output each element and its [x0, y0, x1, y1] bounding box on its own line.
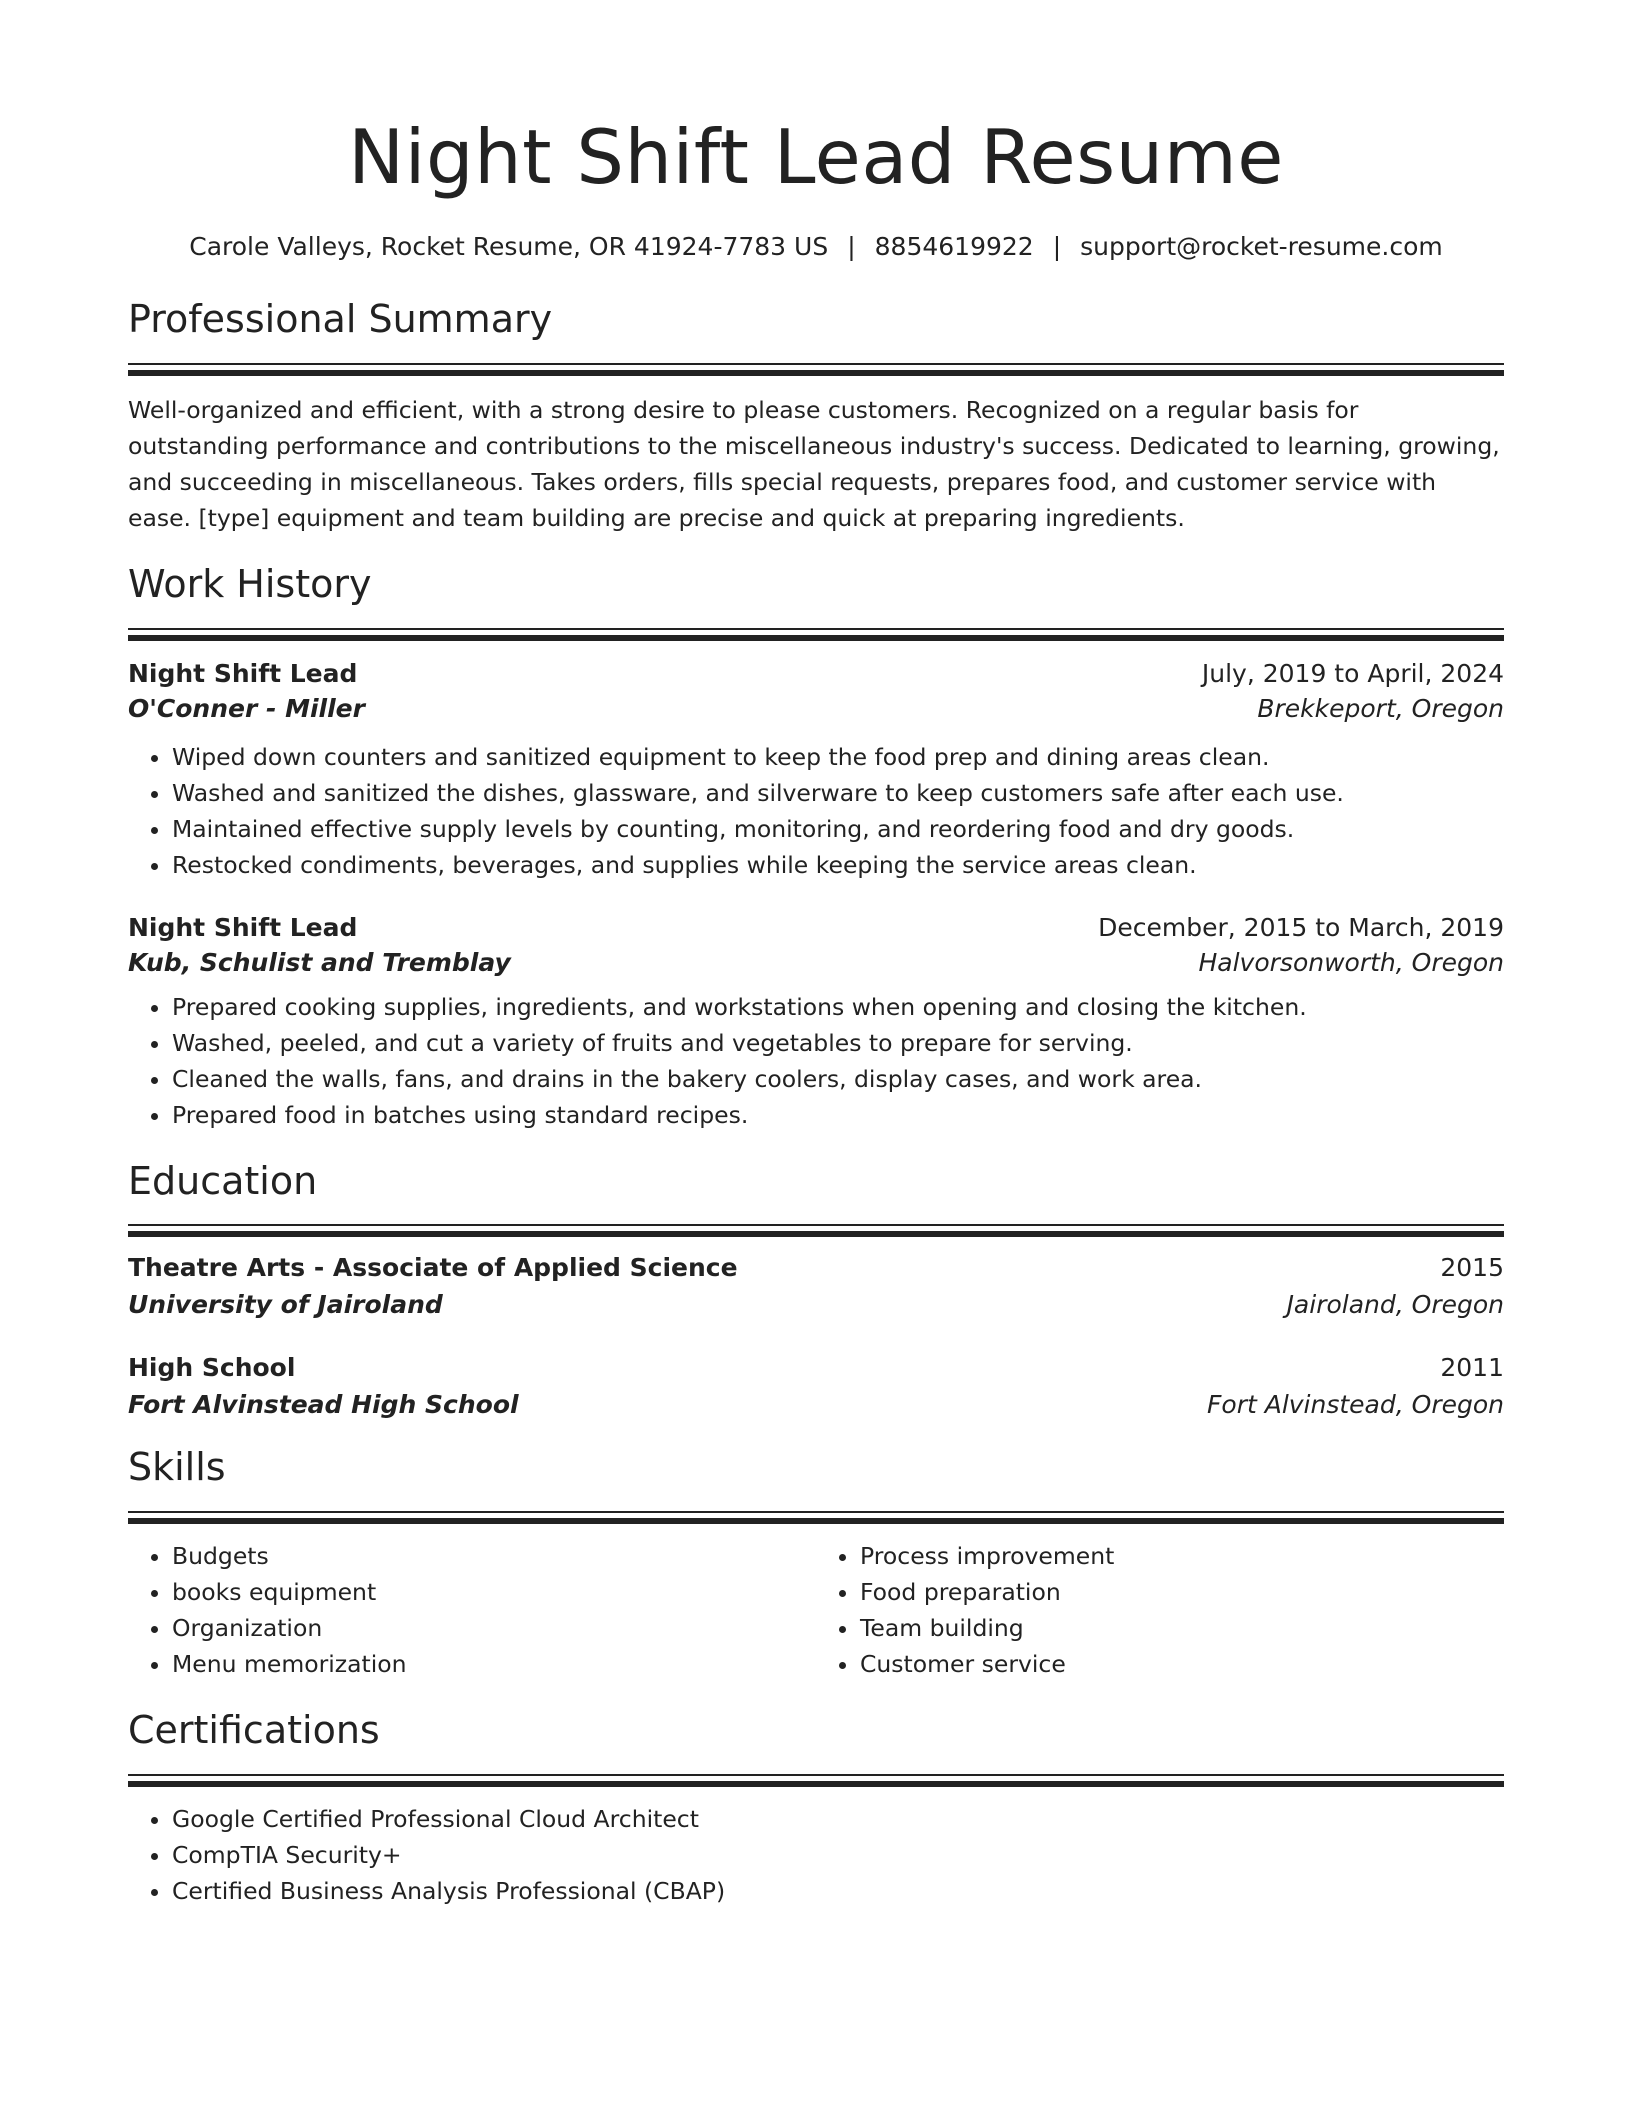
education-school-row [128, 1290, 1504, 1319]
contact-address: Carole Valleys, Rocket Resume, OR 41924-7783 US [189, 232, 829, 261]
section-divider [128, 363, 1504, 376]
job-header-row [128, 659, 1504, 688]
list-item: • Process improvement [860, 1538, 1504, 1574]
job-entry [128, 659, 1504, 883]
job-duties-list [128, 989, 1504, 1133]
education-header-row [128, 1253, 1504, 1282]
list-item: • Cleaned the walls, fans, and drains in the bakery coolers, display cases, and work area. [172, 1061, 1504, 1097]
contact-separator: | [1052, 232, 1062, 261]
list-item: • Washed and sanitized the dishes, glassware, and silverware to keep customers safe after each use. [172, 775, 1504, 811]
section-divider [128, 1774, 1504, 1787]
contact-line [128, 232, 1504, 261]
certifications-section [128, 1710, 1504, 1909]
job-entry [128, 913, 1504, 1133]
resume-title: Night Shift Lead Resume [348, 113, 1284, 201]
contact-email: support@rocket-resume.com [1080, 232, 1443, 261]
skills-grid [128, 1538, 1504, 1682]
education-degree: High School [128, 1353, 296, 1383]
job-company-row [128, 694, 1504, 723]
list-item: • books equipment [172, 1574, 816, 1610]
education-school-row [128, 1390, 1504, 1419]
list-item: • Google Certified Professional Cloud Architect [172, 1801, 1504, 1837]
job-title: Night Shift Lead [128, 658, 358, 688]
job-duties-list [128, 739, 1504, 883]
education-school: Fort Alvinstead High School [128, 1390, 519, 1420]
job-company: O'Conner - Miller [128, 693, 365, 723]
summary-text: Well-organized and efficient, with a strong desire to please customers. Recognized on a regular basis for outstanding performance and contributions to the miscellaneous industry's success. Dedicated to learning, growing, and succeeding in miscellaneous. Takes orders, fills special requests, prepares food, and customer service with ease. [type] equipment and team building are precise and quick at preparing ingredients. [128, 395, 1500, 532]
education-location: Fort Alvinstead, Oregon [1207, 1390, 1504, 1420]
list-item: • Organization [172, 1610, 816, 1646]
skills-list-right [816, 1538, 1504, 1682]
section-divider [128, 628, 1504, 641]
contact-phone: 8854619922 [874, 232, 1034, 261]
list-item: • Prepared food in batches using standard recipes. [172, 1097, 1504, 1133]
list-item: • Washed, peeled, and cut a variety of fruits and vegetables to prepare for serving. [172, 1025, 1504, 1061]
job-location: Brekkeport, Oregon [1257, 693, 1504, 723]
list-item: • Customer service [860, 1646, 1504, 1682]
job-dates: December, 2015 to March, 2019 [1098, 912, 1504, 942]
job-location: Halvorsonworth, Oregon [1198, 947, 1504, 977]
education-entry [128, 1353, 1504, 1419]
work-history-section [128, 561, 1504, 1133]
section-heading-work: Work History [128, 561, 372, 606]
section-heading-certifications: Certifications [128, 1708, 380, 1753]
list-item: • Budgets [172, 1538, 816, 1574]
section-heading-skills: Skills [128, 1445, 226, 1490]
education-school: University of Jairoland [128, 1290, 443, 1320]
list-item: • CompTIA Security+ [172, 1837, 1504, 1873]
skills-list-left [128, 1538, 816, 1682]
skills-section [128, 1447, 1504, 1682]
summary-section [128, 299, 1504, 536]
list-item: • Menu memorization [172, 1646, 816, 1682]
certifications-list [128, 1801, 1504, 1909]
list-item: • Restocked condiments, beverages, and supplies while keeping the service areas clean. [172, 847, 1504, 883]
job-title: Night Shift Lead [128, 912, 358, 942]
education-degree: Theatre Arts - Associate of Applied Science [128, 1253, 738, 1283]
list-item: • Team building [860, 1610, 1504, 1646]
section-divider [128, 1224, 1504, 1237]
education-year: 2011 [1440, 1353, 1504, 1383]
education-header-row [128, 1353, 1504, 1382]
job-company-row [128, 948, 1504, 977]
list-item: • Prepared cooking supplies, ingredients, and workstations when opening and closing the kitchen. [172, 989, 1504, 1025]
education-year: 2015 [1440, 1253, 1504, 1283]
contact-separator: | [847, 232, 856, 261]
list-item: • Certified Business Analysis Professional (CBAP) [172, 1873, 1504, 1909]
job-dates: July, 2019 to April, 2024 [1201, 658, 1504, 688]
education-location: Jairoland, Oregon [1286, 1290, 1504, 1320]
education-entry [128, 1253, 1504, 1319]
job-header-row [128, 913, 1504, 942]
list-item: • Maintained effective supply levels by counting, monitoring, and reordering food and dry goods. [172, 811, 1504, 847]
section-heading-summary: Professional Summary [128, 297, 553, 341]
education-section [128, 1158, 1504, 1420]
section-divider [128, 1511, 1504, 1524]
section-heading-education: Education [128, 1158, 318, 1203]
list-item: • Wiped down counters and sanitized equipment to keep the food prep and dining areas clean. [172, 739, 1504, 775]
job-company: Kub, Schulist and Tremblay [128, 947, 511, 977]
list-item: • Food preparation [860, 1574, 1504, 1610]
